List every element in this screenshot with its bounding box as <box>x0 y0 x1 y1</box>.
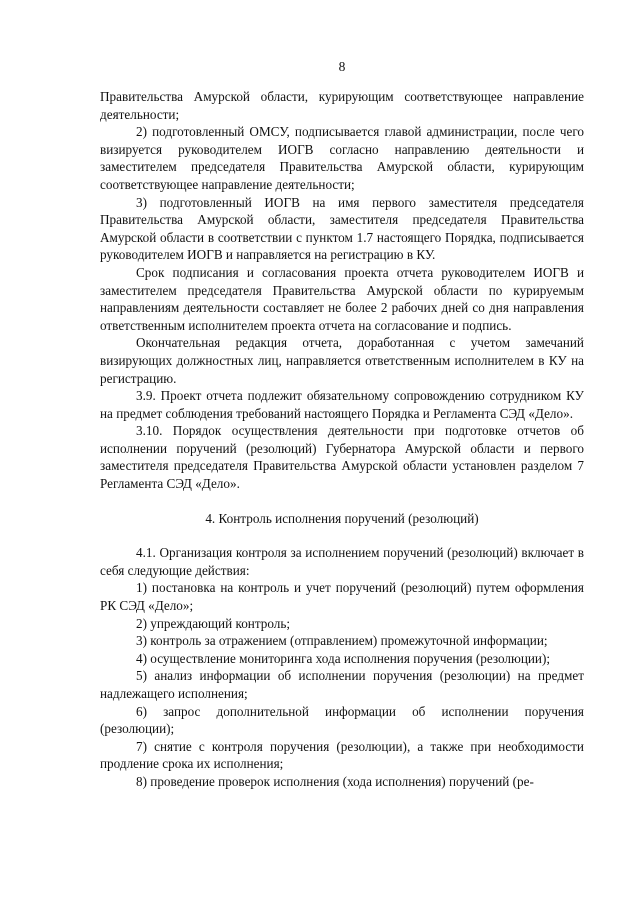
list-item: 8) проведение проверок исполнения (хода исполнения) поручений (ре- <box>136 773 534 789</box>
paragraph: 3.9. Проект отчета подлежит обязательному сопровождению сотрудником КУ на предмет соблюдения требований настоящего Порядка и Регламента СЭД «Дело». <box>100 388 584 421</box>
paragraph: Правительства Амурской области, курирующим соответствующее направление деятельности; <box>100 89 584 122</box>
list-item: 2) упреждающий контроль; <box>136 615 291 631</box>
paragraph: 3.10. Порядок осуществления деятельности при подготовке отчетов об исполнении поручений (резолюций) Губернатора Амурской области и первого заместителя председателя Правительства Амурской области установлен разделом 7 Регламента СЭД «Дело». <box>100 423 584 492</box>
list-item: 3) контроль за отражением (отправлением) промежуточной информации; <box>136 633 548 649</box>
list-item: 4) осуществление мониторинга хода исполнения поручения (резолюции); <box>136 650 551 666</box>
list-item: 1) постановка на контроль и учет поручений (резолюций) путем оформления РК СЭД «Дело»; <box>100 580 584 614</box>
list-item: 5) анализ информации об исполнении поручения (резолюции) на предмет надлежащего исполнения; <box>100 668 584 701</box>
paragraph: 2) подготовленный ОМСУ, подписывается главой администрации, после чего визируется руководителем ИОГВ согласно направлению деятельности и заместителем председателя Правительства Амурской области, курирующим соответствующее направление деятельности; <box>100 124 584 192</box>
paragraph: Окончательная редакция отчета, доработанная с учетом замечаний визирующих должностных лиц, направляется ответственным исполнителем в КУ на регистрацию. <box>100 335 584 386</box>
list-item: 7) снятие с контроля поручения (резолюции), а также при необходимости продление срока их исполнения; <box>100 738 584 772</box>
paragraph: Срок подписания и согласования проекта отчета руководителем ИОГВ и заместителем председателя Правительства Амурской области по курируемым направлениям деятельности составляет не более 2 рабочих дней со дня направления ответственным исполнителем проекта отчета на согласование и подпись. <box>100 264 584 333</box>
page-number: 8 <box>338 59 346 74</box>
list-item: 6) запрос дополнительной информации об исполнении поручения (резолюции); <box>100 703 584 737</box>
section-heading: 4. Контроль исполнения поручений (резолюций) <box>205 510 479 526</box>
paragraphs-before-section <box>100 88 584 493</box>
document-page <box>100 58 584 791</box>
paragraph: 3) подготовленный ИОГВ на имя первого заместителя председателя Правительства Амурской области, заместителя председателя Правительства Амурской области в соответствии с пунктом 1.7 настоящего Порядка, подписывается руководителем ИОГВ и направляется на регистрацию в КУ. <box>100 194 584 263</box>
paragraph: 4.1. Организация контроля за исполнением поручений (резолюций) включает в себя следующие действия: <box>100 545 584 578</box>
paragraphs-after-section <box>100 544 584 790</box>
